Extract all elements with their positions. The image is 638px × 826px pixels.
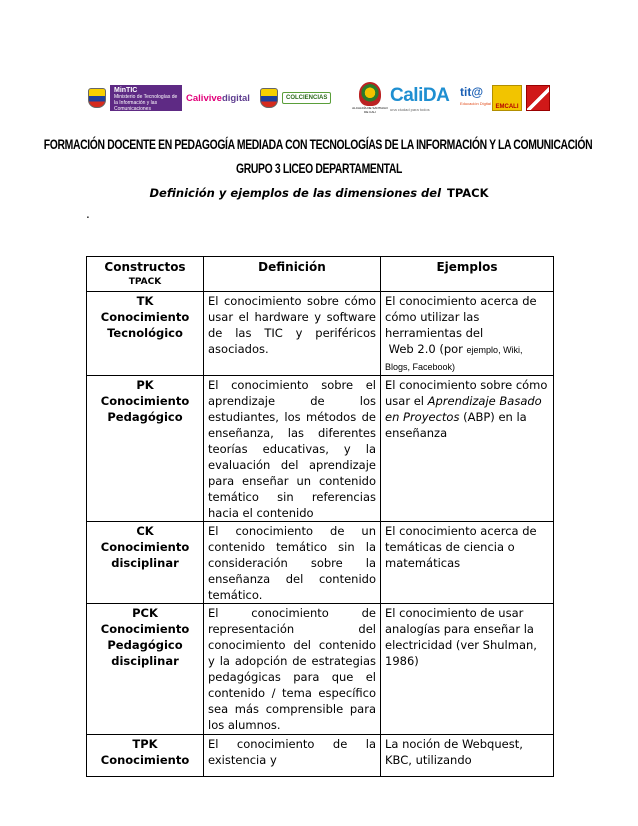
colombia-shield-icon [260, 88, 278, 108]
definition-cell: El conocimiento sobre cómo usar el hardware y software de las TIC y periféricos asociados. [204, 292, 381, 376]
stray-dot: . [86, 207, 90, 221]
table-row [87, 735, 554, 777]
header-constructos: Constructos TPACK [87, 257, 204, 292]
table-row [87, 604, 554, 735]
constructo-cell: TK Conocimiento Tecnológico [87, 292, 204, 376]
definition-cell: El conocimiento de la existencia y [204, 735, 381, 777]
constructo-cell: PK Conocimiento Pedagógico [87, 376, 204, 522]
page-subtitle: Definición y ejemplos de las dimensiones del TPACK [149, 186, 489, 200]
constructo-cell: PCK Conocimiento Pedagógico disciplinar [87, 604, 204, 735]
crest-icon [359, 82, 381, 106]
univalle-logo [526, 80, 550, 116]
colombia-shield-icon [88, 88, 106, 108]
table-row [87, 376, 554, 522]
mintic-logo [88, 80, 182, 116]
emcali-logo: EMCALI [492, 80, 522, 116]
calida-logo: CaliDA una ciudad para todos [390, 84, 450, 112]
definition-cell: El conocimiento de un contenido temático sin la consideración sobre la enseñanza del contenido temático. [204, 522, 381, 604]
page-title: FORMACIÓN DOCENTE EN PEDAGOGÍA MEDIADA CON TECNOLOGÍAS DE LA INFORMACIÓN Y LA COMUNICACIÓN [43, 138, 593, 153]
tita-logo: tit@ Educación Digital [460, 85, 491, 106]
example-cell: El conocimiento sobre cómo usar el Aprendizaje Basado en Proyectos (ABP) en la enseñanza [381, 376, 554, 522]
mintic-caption: Ministerio de Tecnologías de la Información y las Comunicaciones [114, 94, 178, 112]
tpack-table [86, 256, 554, 777]
table-row [87, 292, 554, 376]
header-ejemplos: Ejemplos [381, 257, 554, 292]
calivive-logo: Cali vive digital [186, 92, 250, 104]
logo-strip [88, 80, 548, 116]
definition-cell: El conocimiento sobre el aprendizaje de los estudiantes, los métodos de enseñanza, las diferentes teorías educativas, y la evaluación del aprendizaje para enseñar un contenido temático sin referencias hacia el contenido [204, 376, 381, 522]
cali-crest-logo: ALCALDÍA DE SANTIAGO DE CALI [350, 80, 390, 116]
constructo-cell: TPK Conocimiento [87, 735, 204, 777]
constructo-cell: CK Conocimiento disciplinar [87, 522, 204, 604]
example-cell: La noción de Webquest, KBC, utilizando [381, 735, 554, 777]
group-title: GRUPO 3 LICEO DEPARTAMENTAL [235, 162, 403, 177]
definition-cell: El conocimiento de representación del conocimiento del contenido y la adopción de estrategias pedagógicas para que el contenido / tema específico sea más comprensible para los alumnos. [204, 604, 381, 735]
example-cell: El conocimiento acerca de cómo utilizar las herramientas del Web 2.0 (por ejemplo, Wiki, Blogs, Facebook) [381, 292, 554, 376]
table-row [87, 522, 554, 604]
example-cell: El conocimiento de usar analogías para enseñar la electricidad (ver Shulman, 1986) [381, 604, 554, 735]
mintic-name: MinTIC [114, 87, 138, 94]
header-definicion: Definición [204, 257, 381, 292]
univalle-icon [526, 85, 550, 111]
table-header-row [87, 257, 554, 292]
example-cell: El conocimiento acerca de temáticas de ciencia o matemáticas [381, 522, 554, 604]
colciencias-logo: COLCIENCIAS [260, 80, 331, 116]
